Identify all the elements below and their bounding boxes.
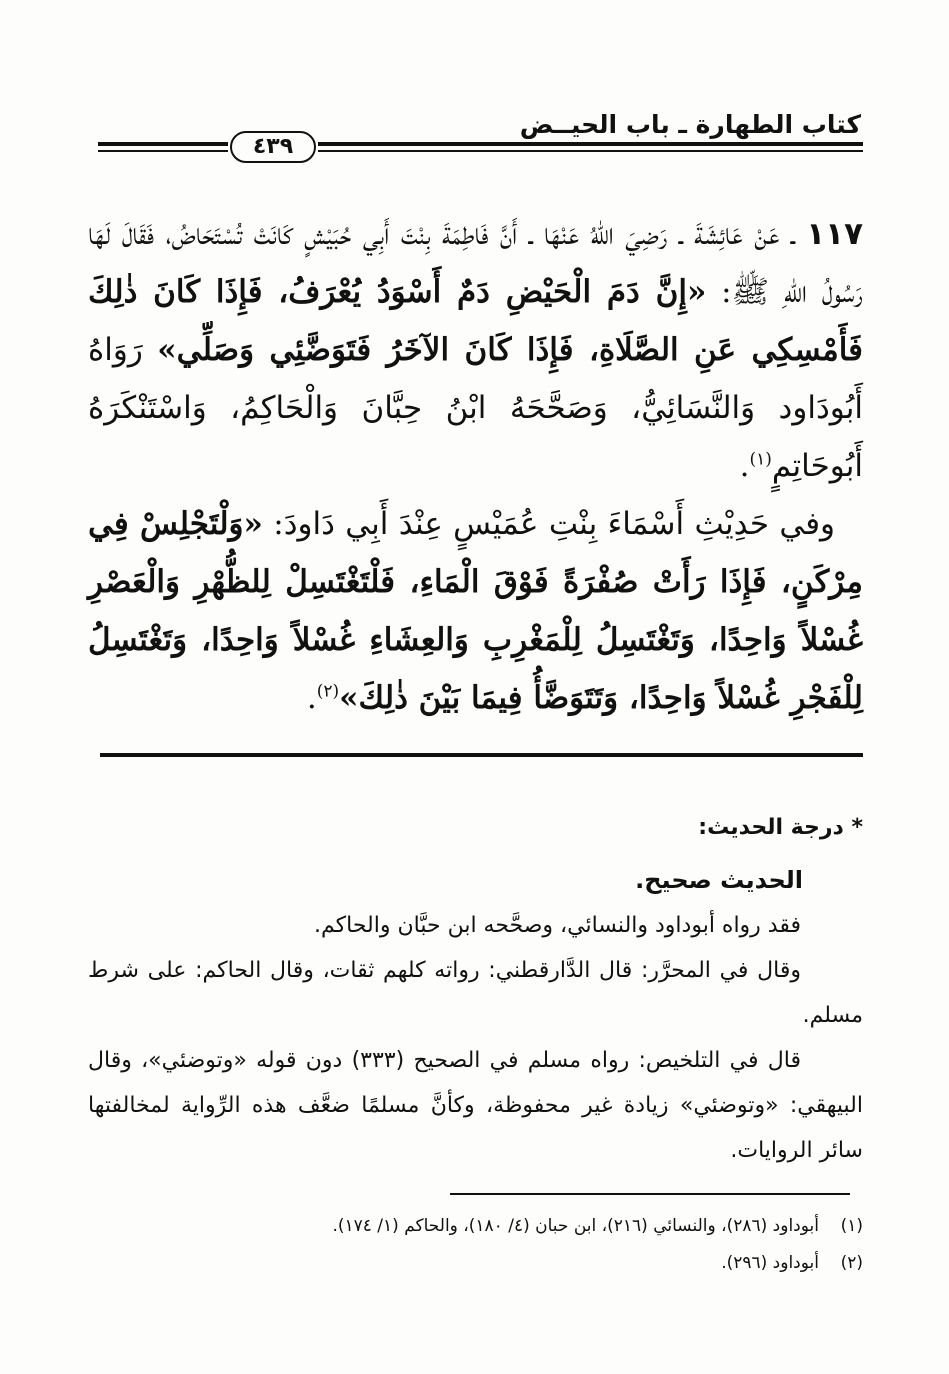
commentary-paragraph: فقد رواه أبوداود والنسائي، وصحَّحه ابن حبَّان والحاكم. [314,913,801,938]
hadith-verdict: الحديث صحيح. [635,866,803,894]
header-rule-right [318,142,863,154]
hadith-paragraph-main [88,205,863,495]
footnote-marker: (١) [840,1216,863,1236]
commentary-paragraph: قال في التلخيص: رواه مسلم في الصحيح (٣٣٣) دون قوله «وتوضئي»، وقال البيهقي: «وتوضئي» زيادة غير محفوظة، وكأنَّ مسلمًا ضعَّف هذه الرِّواية لمخالفتها سائر الروايات. [88,1048,863,1163]
additional-narration-quote: «وَلْتَجْلِسْ فِي مِرْكَنٍ، فَإِذَا رَأَتْ صُفْرَةً فَوْقَ الْمَاءِ، فَلْتَغْتَسِلْ لِلظُّهْرِ وَالْعَصْرِ غُسْلاً وَاحِدًا، وَتَغْتَسِلُ لِلْمَغْرِبِ وَالعِشَاءِ غُسْلاً وَاحِدًا، وَتَغْتَسِلُ لِلْفَجْرِ غُسْلاً وَاحِدًا، وَتَتَوَضَّأُ فِيمَا بَيْنَ ذٰلِكَ» [88,506,863,716]
page-number: ٤٣٩ [230,131,316,163]
section-divider [100,753,863,757]
commentary-section [88,805,863,1173]
footnote-ref-2[interactable]: (٢) [316,681,340,702]
footnotes [88,1208,863,1282]
running-header-title: كتاب الطهارة ـ باب الحيــض [519,110,861,139]
header-rule-left [98,142,228,154]
hadith-prophetic-quote: «إِنَّ دَمَ الْحَيْضِ دَمٌ أَسْوَدُ يُعْرَفُ، فَإِذَا كَانَ ذٰلِكَ فَأَمْسِكِي عَنِ الصَّلَاةِ، فَإِذَا كَانَ الآخَرُ فَتَوَضَّئِي وَصَلِّي» [88,274,863,368]
hadith-text [88,205,863,727]
footnote-item [88,1245,863,1282]
section-heading-hadith-grade: * درجة الحديث: [698,815,863,840]
additional-end-mark: . [306,680,317,716]
additional-narration-intro: وفي حَدِيْثِ أَسْمَاءَ بِنْتِ عُمَيْسٍ عِنْدَ أَبِي دَاودَ: [262,506,835,542]
footnote-divider [450,1193,850,1195]
hadith-chain: ـ عَنْ عَائِشَةَ ـ رَضِيَ اللهُ عَنْهَا ـ أَنَّ فَاطِمَةَ بِنْتَ أَبِي حُبَيْشٍ كَانَتْ تُسْتَحَاضُ، فَقَالَ لَهَا رَسُولُ اللهِ ﷺ: [88,216,863,310]
footnote-marker: (٢) [840,1253,863,1273]
footnote-ref-1[interactable]: (١) [749,449,772,470]
hadith-attribution: رَوَاهُ أَبُودَاود وَالنَّسَائِيُّ، وَصَحَّحَهُ ابْنُ حِبَّانَ وَالْحَاكِمُ، وَاسْتَنْكَرَهُ أَبُوحَاتِمٍ [88,332,863,484]
hadith-paragraph-additional [88,495,863,727]
footnote-text: أبوداود (٢٨٦)، والنسائي (٢١٦)، ابن حبان (٤/ ١٨٠)، والحاكم (١/ ١٧٤). [332,1216,819,1236]
footnote-text: أبوداود (٢٩٦). [721,1253,819,1273]
hadith-number: ١١٧ [806,216,863,252]
hadith-end-mark: . [739,448,750,484]
commentary-paragraph: وقال في المحرَّر: قال الدَّارقطني: رواته كلهم ثقات، وقال الحاكم: على شرط مسلم. [88,958,863,1028]
footnote-item [88,1208,863,1245]
